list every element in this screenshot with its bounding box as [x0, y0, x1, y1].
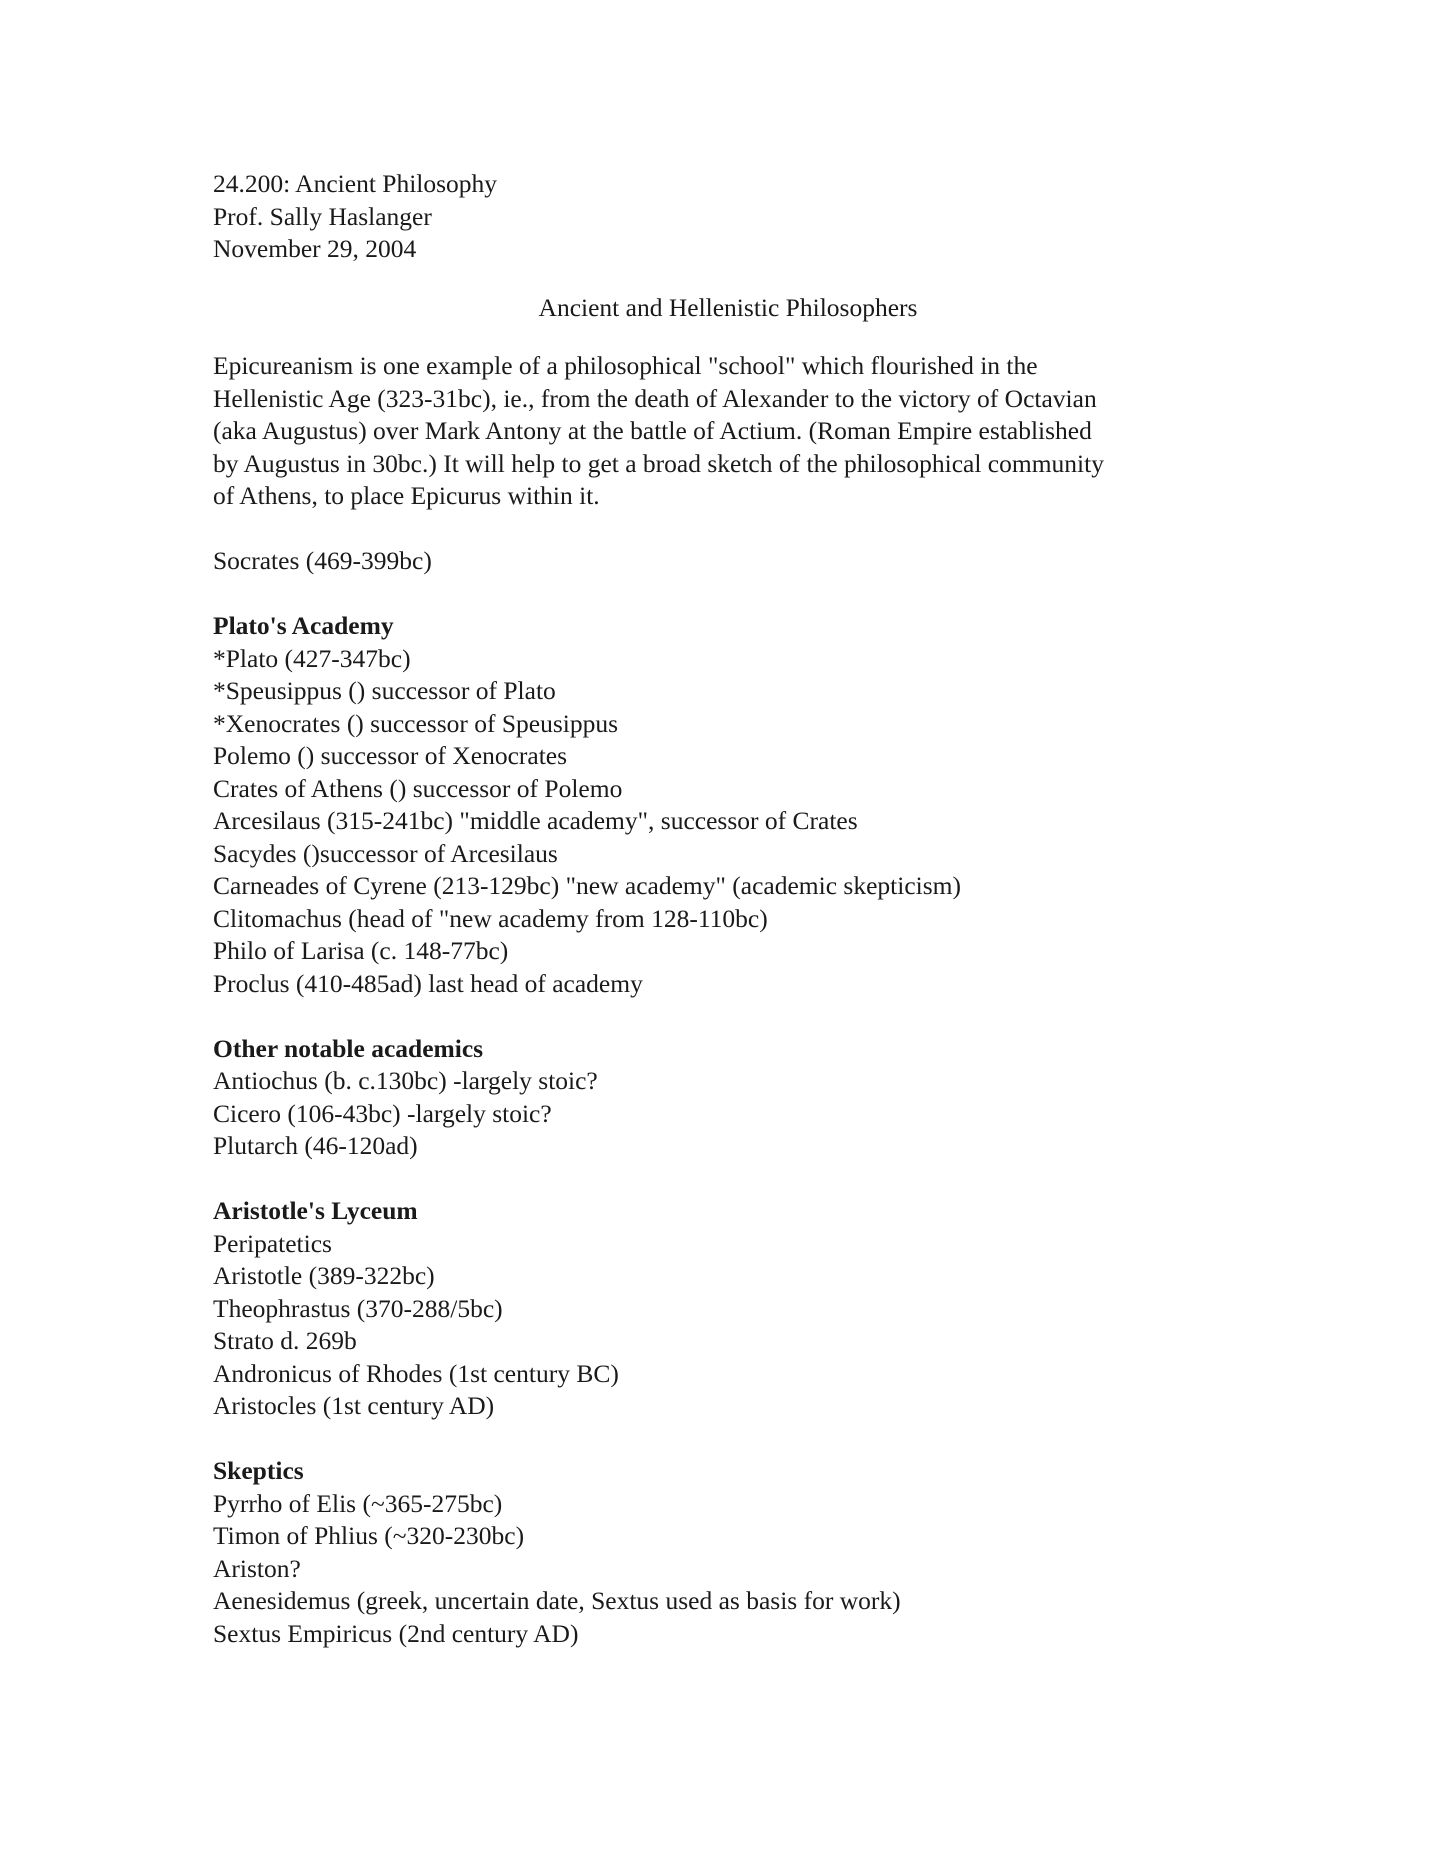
list-item: Peripatetics: [213, 1228, 332, 1258]
document-title: Ancient and Hellenistic Philosophers: [538, 292, 918, 322]
section-skeptics: [213, 1455, 1253, 1650]
professor-line: Prof. Sally Haslanger: [213, 201, 432, 231]
intro-line: of Athens, to place Epicurus within it.: [213, 481, 600, 510]
intro-line: (aka Augustus) over Mark Antony at the battle of Actium. (Roman Empire established: [213, 416, 1092, 445]
list-item: Carneades of Cyrene (213-129bc) "new academy" (academic skepticism): [213, 871, 961, 900]
list-item: Clitomachus (head of "new academy from 128-110bc): [213, 903, 768, 933]
section-heading: Skeptics: [213, 1456, 304, 1485]
list-item: *Speusippus () successor of Plato: [213, 676, 556, 705]
list-item: Aristotle (389-322bc): [213, 1261, 435, 1290]
list-item: Timon of Phlius (~320-230bc): [213, 1521, 525, 1550]
list-item: Aenesidemus (greek, uncertain date, Sextus used as basis for work): [213, 1586, 901, 1615]
intro-line: by Augustus in 30bc.) It will help to get a broad sketch of the philosophical community: [213, 448, 1104, 478]
section-heading: Aristotle's Lyceum: [213, 1196, 418, 1225]
intro-paragraph: [213, 350, 1253, 513]
list-item: *Xenocrates () successor of Speusippus: [213, 708, 619, 738]
list-item: *Plato (427-347bc): [213, 643, 411, 673]
list-item: Sextus Empiricus (2nd century AD): [213, 1618, 579, 1648]
list-item: Pyrrho of Elis (~365-275bc): [213, 1488, 503, 1518]
date-line: November 29, 2004: [213, 234, 417, 263]
list-item: Cicero (106-43bc) -largely stoic?: [213, 1098, 552, 1128]
spacer: [213, 1163, 1253, 1196]
list-item: Proclus (410-485ad) last head of academy: [213, 968, 643, 998]
list-item: Theophrastus (370-288/5bc): [213, 1293, 503, 1323]
list-item: Sacydes ()successor of Arcesilaus: [213, 838, 558, 868]
list-item: Plutarch (46-120ad): [213, 1131, 418, 1160]
socrates-line: Socrates (469-399bc): [213, 546, 432, 575]
spacer: [213, 578, 1253, 611]
list-item: Polemo () successor of Xenocrates: [213, 741, 568, 770]
section-aristotles-lyceum: [213, 1195, 1253, 1423]
list-item: Andronicus of Rhodes (1st century BC): [213, 1358, 619, 1388]
list-item: Crates of Athens () successor of Polemo: [213, 773, 623, 803]
course-line: 24.200: Ancient Philosophy: [213, 169, 498, 198]
list-item: Ariston?: [213, 1553, 301, 1583]
list-item: Antiochus (b. c.130bc) -largely stoic?: [213, 1066, 598, 1095]
intro-line: Epicureanism is one example of a philosophical "school" which flourished in the: [213, 351, 1038, 380]
intro-line: Hellenistic Age (323-31bc), ie., from the death of Alexander to the victory of Octavian: [213, 383, 1097, 413]
spacer: [213, 513, 1253, 546]
list-item: Philo of Larisa (c. 148-77bc): [213, 936, 509, 965]
section-platos-academy: [213, 610, 1253, 1000]
list-item: Arcesilaus (315-241bc) "middle academy", successor of Crates: [213, 806, 858, 835]
section-heading: Plato's Academy: [213, 611, 394, 640]
section-heading: Other notable academics: [213, 1033, 484, 1063]
list-item: Aristocles (1st century AD): [213, 1391, 495, 1420]
document-page: [213, 168, 1253, 1650]
section-other-academics: [213, 1033, 1253, 1163]
spacer: [213, 1423, 1253, 1456]
header-block: [213, 168, 1253, 266]
spacer: [213, 1000, 1253, 1033]
list-item: Strato d. 269b: [213, 1326, 357, 1355]
